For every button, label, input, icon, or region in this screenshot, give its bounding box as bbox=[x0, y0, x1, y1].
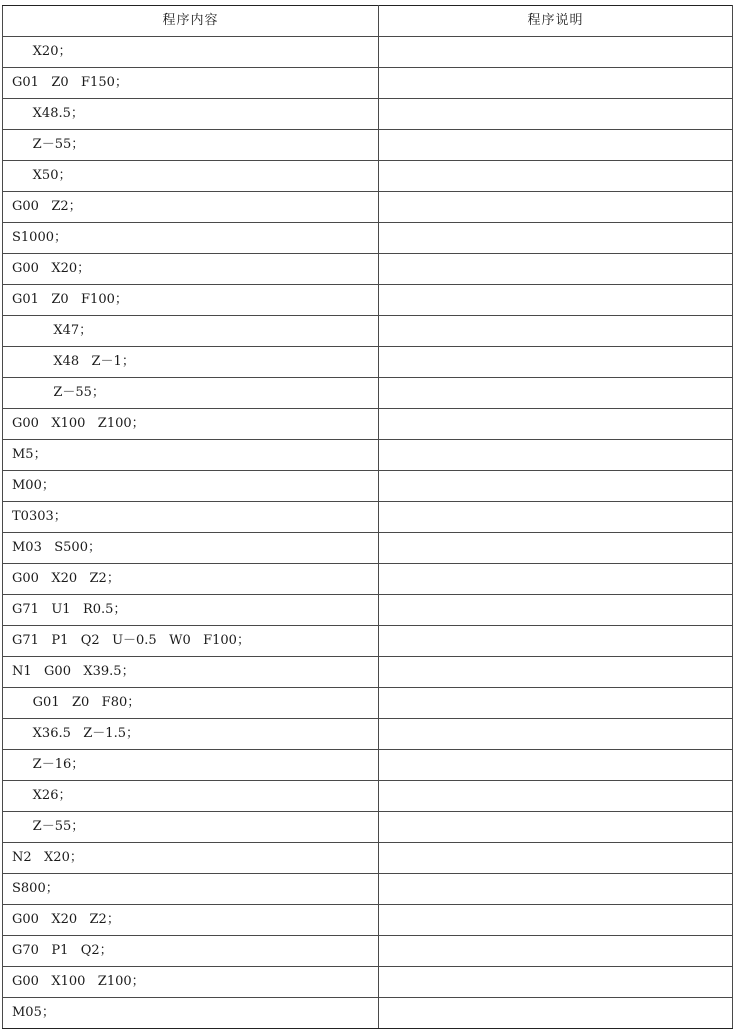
program-description-cell bbox=[379, 905, 733, 936]
header-program-content: 程序内容 bbox=[3, 6, 379, 37]
program-description-cell bbox=[379, 564, 733, 595]
program-code-cell: M03 S500； bbox=[3, 533, 379, 564]
program-code-cell: G00 X100 Z100； bbox=[3, 409, 379, 440]
program-description-cell bbox=[379, 533, 733, 564]
program-description-cell bbox=[379, 502, 733, 533]
table-row bbox=[3, 37, 733, 68]
program-description-cell bbox=[379, 99, 733, 130]
program-code-cell: G00 X20 Z2； bbox=[3, 905, 379, 936]
program-description-cell bbox=[379, 719, 733, 750]
program-code-cell: G71 P1 Q2 U－0.5 W0 F100； bbox=[3, 626, 379, 657]
table-row bbox=[3, 936, 733, 967]
table-row bbox=[3, 874, 733, 905]
program-description-cell bbox=[379, 285, 733, 316]
program-description-cell bbox=[379, 68, 733, 99]
table-row bbox=[3, 812, 733, 843]
program-code-cell: G01 Z0 F80； bbox=[3, 688, 379, 719]
program-code-cell: G01 Z0 F100； bbox=[3, 285, 379, 316]
program-description-cell bbox=[379, 874, 733, 905]
table-row bbox=[3, 781, 733, 812]
table-row bbox=[3, 502, 733, 533]
program-code-cell: G71 U1 R0.5； bbox=[3, 595, 379, 626]
program-code-cell: G01 Z0 F150； bbox=[3, 68, 379, 99]
table-row bbox=[3, 223, 733, 254]
program-description-cell bbox=[379, 161, 733, 192]
table-row bbox=[3, 161, 733, 192]
program-code-cell: G00 Z2； bbox=[3, 192, 379, 223]
table-row bbox=[3, 409, 733, 440]
table-row bbox=[3, 130, 733, 161]
program-code-cell: X20； bbox=[3, 37, 379, 68]
program-body bbox=[3, 37, 733, 1029]
table-row bbox=[3, 347, 733, 378]
program-description-cell bbox=[379, 130, 733, 161]
program-description-cell bbox=[379, 936, 733, 967]
program-description-cell bbox=[379, 409, 733, 440]
table-row bbox=[3, 595, 733, 626]
program-description-cell bbox=[379, 471, 733, 502]
program-code-cell: M5； bbox=[3, 440, 379, 471]
program-code-cell: Z－55； bbox=[3, 130, 379, 161]
table-row bbox=[3, 99, 733, 130]
program-description-cell bbox=[379, 316, 733, 347]
program-code-cell: N1 G00 X39.5； bbox=[3, 657, 379, 688]
program-description-cell bbox=[379, 347, 733, 378]
program-code-cell: X48 Z－1； bbox=[3, 347, 379, 378]
table-row bbox=[3, 254, 733, 285]
table-row bbox=[3, 285, 733, 316]
program-description-cell bbox=[379, 812, 733, 843]
program-description-cell bbox=[379, 626, 733, 657]
program-code-cell: X36.5 Z－1.5； bbox=[3, 719, 379, 750]
program-description-cell bbox=[379, 843, 733, 874]
table-row bbox=[3, 657, 733, 688]
program-description-cell bbox=[379, 998, 733, 1029]
program-code-cell: S800； bbox=[3, 874, 379, 905]
program-code-cell: Z－55； bbox=[3, 378, 379, 409]
program-description-cell bbox=[379, 595, 733, 626]
program-code-cell: Z－16； bbox=[3, 750, 379, 781]
table-row bbox=[3, 471, 733, 502]
program-code-cell: S1000； bbox=[3, 223, 379, 254]
table-row bbox=[3, 533, 733, 564]
program-description-cell bbox=[379, 37, 733, 68]
table-row bbox=[3, 905, 733, 936]
program-code-cell: M00； bbox=[3, 471, 379, 502]
program-code-cell: G00 X100 Z100； bbox=[3, 967, 379, 998]
program-code-cell: T0303； bbox=[3, 502, 379, 533]
table-row bbox=[3, 68, 733, 99]
header-row bbox=[3, 6, 733, 37]
program-description-cell bbox=[379, 750, 733, 781]
program-code-cell: G70 P1 Q2； bbox=[3, 936, 379, 967]
program-description-cell bbox=[379, 688, 733, 719]
header-program-description: 程序说明 bbox=[379, 6, 733, 37]
program-description-cell bbox=[379, 254, 733, 285]
table-row bbox=[3, 378, 733, 409]
program-code-cell: G00 X20； bbox=[3, 254, 379, 285]
table-row bbox=[3, 967, 733, 998]
program-table bbox=[2, 5, 733, 1029]
program-code-cell: M05； bbox=[3, 998, 379, 1029]
table-row bbox=[3, 192, 733, 223]
table-row bbox=[3, 316, 733, 347]
table-row bbox=[3, 688, 733, 719]
program-description-cell bbox=[379, 440, 733, 471]
table-row bbox=[3, 564, 733, 595]
program-description-cell bbox=[379, 781, 733, 812]
table-row bbox=[3, 998, 733, 1029]
table-row bbox=[3, 750, 733, 781]
program-code-cell: G00 X20 Z2； bbox=[3, 564, 379, 595]
program-description-cell bbox=[379, 223, 733, 254]
table-row bbox=[3, 440, 733, 471]
program-code-cell: Z－55； bbox=[3, 812, 379, 843]
table-row bbox=[3, 626, 733, 657]
table-row bbox=[3, 719, 733, 750]
program-code-cell: X26； bbox=[3, 781, 379, 812]
program-code-cell: X47； bbox=[3, 316, 379, 347]
program-code-cell: X50； bbox=[3, 161, 379, 192]
program-code-cell: X48.5； bbox=[3, 99, 379, 130]
program-code-cell: N2 X20； bbox=[3, 843, 379, 874]
program-description-cell bbox=[379, 378, 733, 409]
table-row bbox=[3, 843, 733, 874]
program-description-cell bbox=[379, 967, 733, 998]
program-description-cell bbox=[379, 192, 733, 223]
program-description-cell bbox=[379, 657, 733, 688]
